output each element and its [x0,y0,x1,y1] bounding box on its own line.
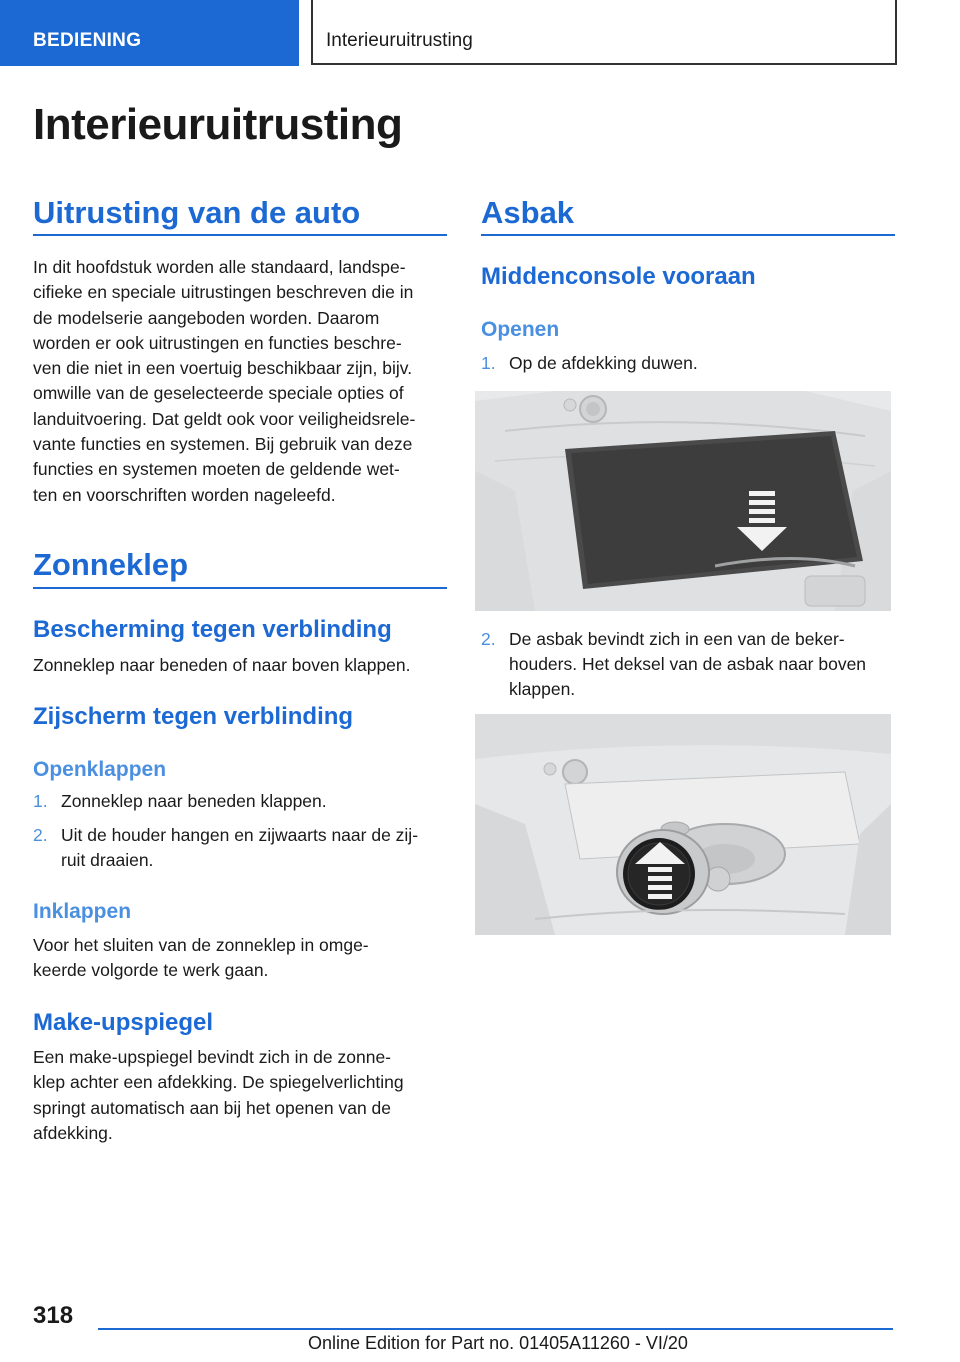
center-console-heading: Middenconsole vooraan [481,263,756,290]
fold-out-heading: Openklappen [33,758,167,781]
heading-rule [33,234,447,236]
ashtray-heading: Asbak [481,195,575,230]
step-text: De asbak bevindt zich in een van de beker- houders. Het deksel van de asbak naar boven klappen. [509,629,867,699]
chapter-tab[interactable] [311,0,897,65]
step-number: 1. [33,791,48,811]
page-number: 318 [33,1302,74,1329]
footer-edition: Online Edition for Part no. 01405A11260 - VI/20 [308,1333,688,1353]
glare-protection-text: Zonneklep naar beneden of naar boven klappen. [33,655,411,675]
step-text: Uit de houder hangen en zijwaarts naar de zij- ruit draaien. [61,825,419,870]
footer-rule [98,1328,893,1330]
sun-visor-heading: Zonneklep [33,547,189,582]
heading-rule [33,587,447,589]
glare-protection-heading: Bescherming tegen verblinding [33,616,392,643]
makeup-mirror-heading: Make-upspiegel [33,1009,214,1036]
chapter-tab-label: Interieuruitrusting [326,30,473,51]
console-cover-illustration [475,391,891,611]
step-number: 2. [481,629,496,649]
step-text: Zonneklep naar beneden klappen. [61,791,327,811]
makeup-mirror-text: Een make-upspiegel bevindt zich in de zonne- klep achter een afdekking. De spiegelverlichting springt automatisch aan bij het openen van de afdekking. [33,1047,404,1143]
step-number: 1. [481,353,496,373]
fold-in-text: Voor het sluiten van de zonneklep in omge- keerde volgorde te werk gaan. [33,935,369,981]
section-tab[interactable] [0,0,299,66]
step-number: 2. [33,825,48,845]
ashtray-cupholder-illustration [475,714,891,935]
heading-rule [481,234,895,236]
step-text: Op de afdekking duwen. [509,353,698,373]
section-tab-label: BEDIENING [33,30,142,51]
page-title: Interieuruitrusting [33,100,403,149]
side-glare-heading: Zijscherm tegen verblinding [33,703,354,730]
fold-in-heading: Inklappen [33,900,132,923]
open-heading: Openen [481,318,560,341]
equipment-paragraph: In dit hoofdstuk worden alle standaard, landspe- cifieke en speciale uitrustingen beschreven die in de modelserie aangeboden worden. Daarom worden er ook uitrustingen en functies beschre- ven die niet in een voertuig beschikbaar zijn, bijv. omwille van de geselecteerde speciale opties of landuitvoering. Dat geldt ook voor veiligheidsrele- vante functies en systemen. Bij gebruik van deze functies en systemen moeten de geldende wet- ten en voorschriften worden nageleefd. [33,257,416,505]
equipment-heading: Uitrusting van de auto [33,195,361,230]
